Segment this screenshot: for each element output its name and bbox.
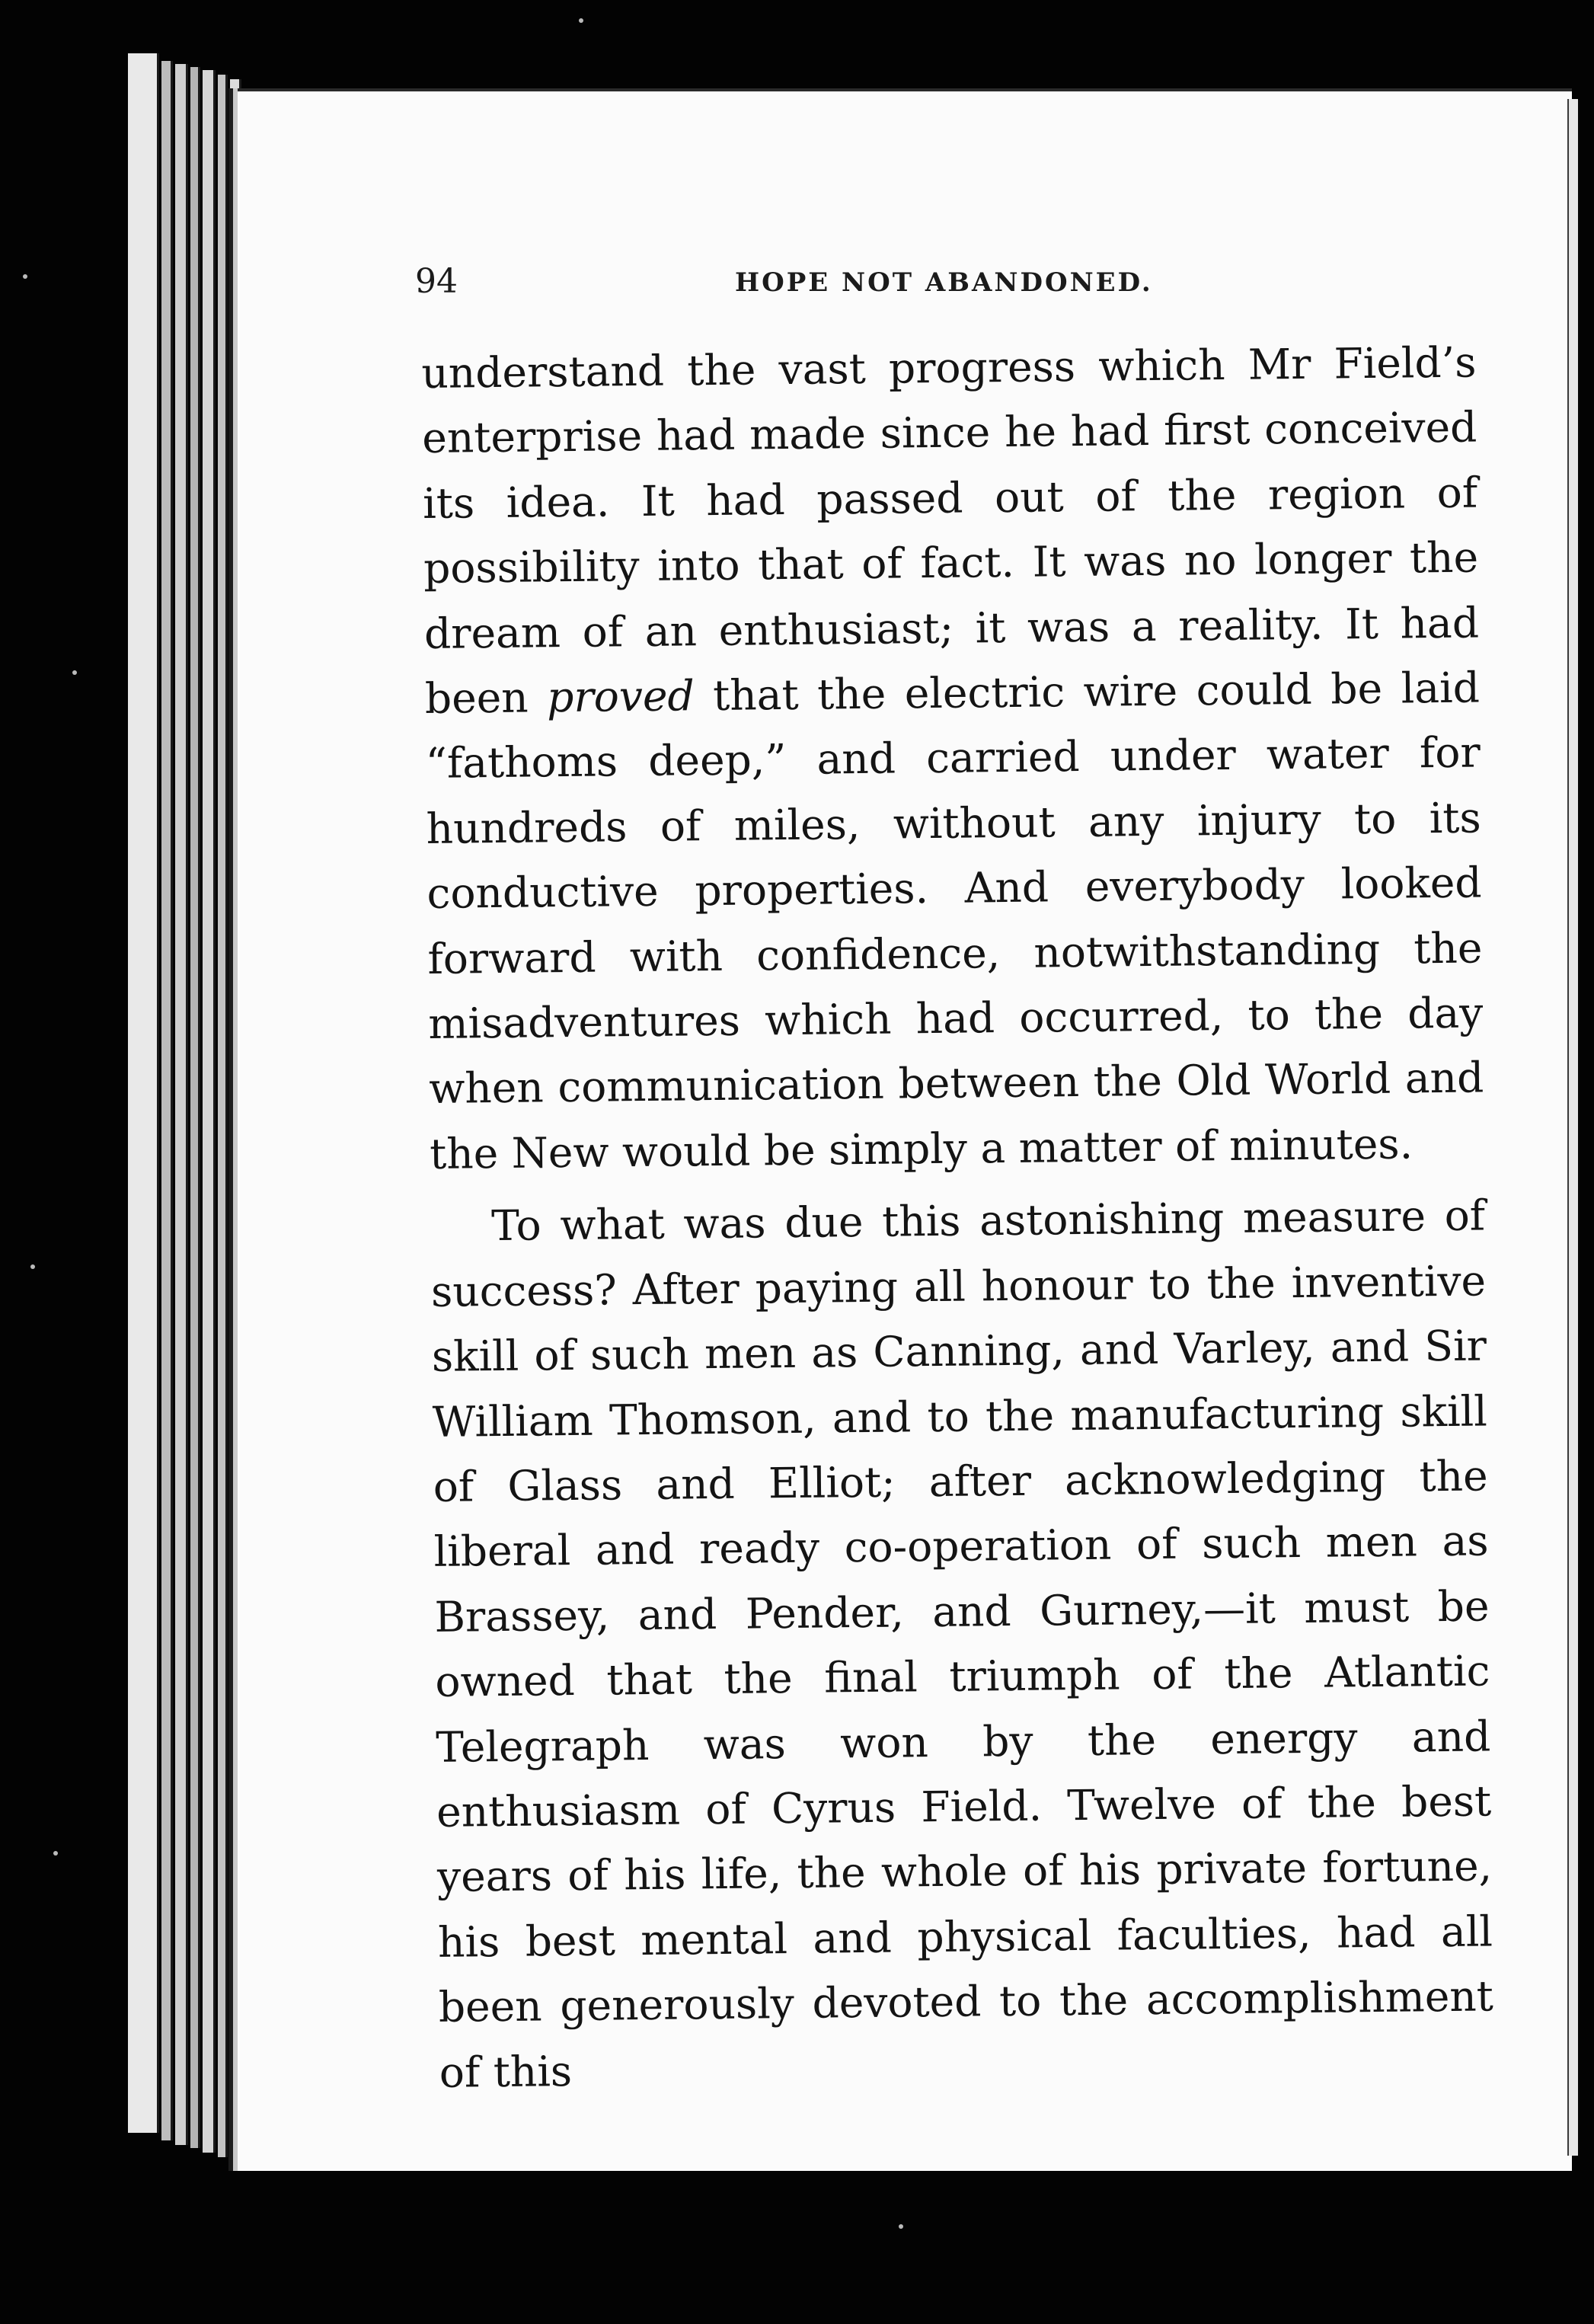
page-edge — [175, 64, 188, 2145]
running-head — [415, 259, 1497, 305]
dust-speck — [53, 1851, 58, 1856]
dust-speck — [30, 1264, 35, 1269]
page-right-edge — [1567, 99, 1578, 2156]
page-edge — [190, 67, 200, 2148]
paragraph: To what was due this astonishing measure of success? After paying all honour to the inventive skill of such men as Canning, and Varley, and Sir William Thomson, and to the manufacturing skill of Glass and Elliot; after acknowledging the liberal and ready co-operation of such men as Brassey, and Pender, and Gurney,—it must be owned that the final triumph of the Atlantic Telegraph was won by the energy and enthusiasm of Cyrus Field. Twelve of the best years of his life, the whole of his private fortune, his best mental and physical faculties, had all been generously devoted to the accomplishment of this — [430, 1191, 1494, 2097]
page-edge — [161, 61, 173, 2140]
book-page-edges — [128, 53, 242, 2163]
page-edge — [218, 75, 228, 2157]
chapter-running-title: HOPE NOT ABANDONED. — [735, 267, 1153, 298]
paragraph-text: understand the vast progress which Mr Field’s enterprise had made since he had first conceived its idea. It had passed out of the region of possibility into that of fact. It was no longer the dream of an enthusiast; it was a reality. It had been — [421, 337, 1480, 724]
dust-speck — [23, 274, 27, 279]
dust-speck — [579, 18, 583, 23]
dust-speck — [899, 2224, 903, 2229]
page-number: 94 — [415, 262, 458, 301]
body-text — [421, 330, 1494, 2105]
paragraph — [421, 330, 1485, 1187]
page-edge — [203, 70, 216, 2153]
emphasized-word: proved — [546, 671, 695, 722]
paragraph-text: that the electric wire could be laid “fathoms deep,” and carried under water for hundreds of miles, without any injury to its conductive properties. And everybody looked forward with confidence, notwithstanding the misadventures which had occurred, to the day when communication between the Old World and the New would be simply a matter of minutes. — [425, 663, 1484, 1178]
page-edge — [128, 53, 159, 2133]
dust-speck — [72, 670, 77, 675]
